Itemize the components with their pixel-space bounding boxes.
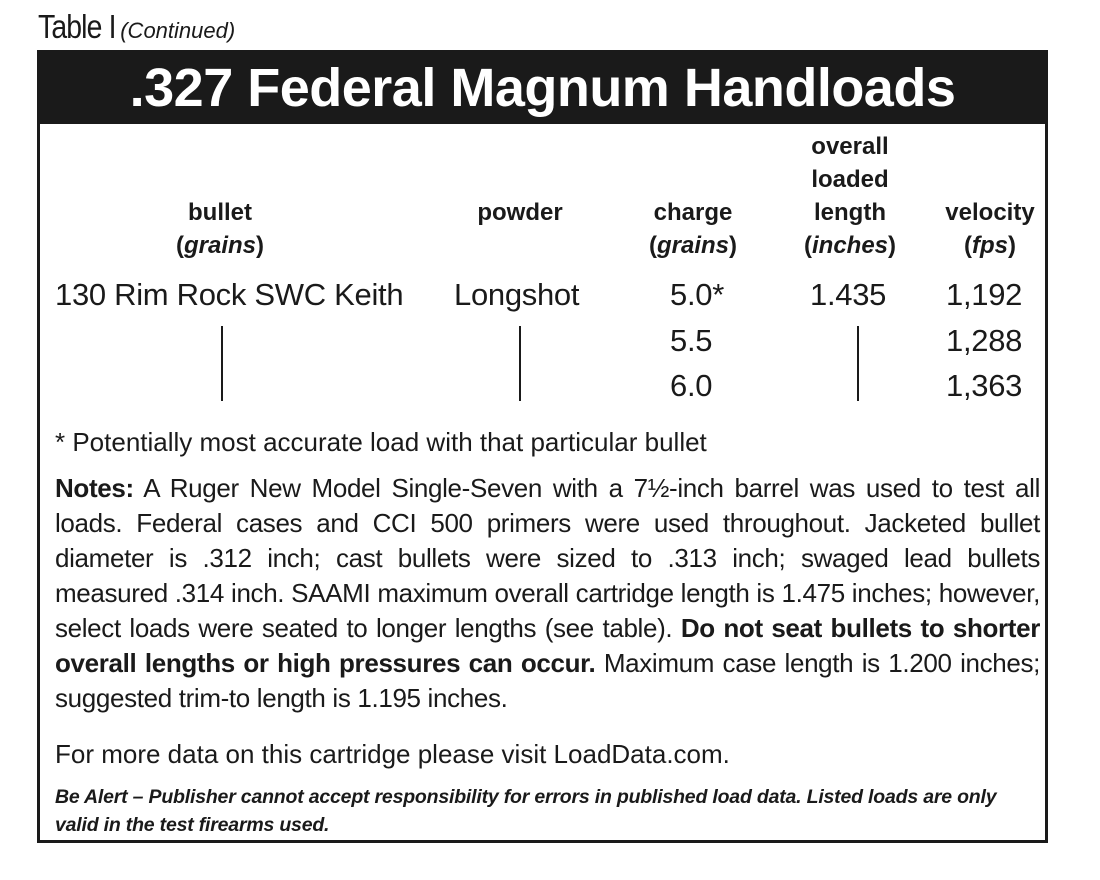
table-caption [38,8,235,48]
header-oal-unit: (inches) [803,232,897,259]
header-overall-loaded-length [785,130,915,262]
header-velocity-label: velocity [945,199,1035,226]
table-number: Table I [38,8,116,45]
header-velocity-unit: (fps) [964,232,1016,259]
header-powder [450,196,590,229]
table-continued-label: (Continued) [120,18,236,43]
notes-label: Notes: [55,473,134,503]
row1-bullet: 130 Rim Rock SWC Keith [55,277,404,312]
header-oal-line1: overall [811,133,889,160]
header-velocity [930,196,1050,262]
notes-warning: Do not seat bullets to shorter overall lengths or high pressures can occur. [55,613,1040,678]
row3-charge: 6.0 [670,368,713,403]
row2-charge: 5.5 [670,323,713,358]
publisher-alert: Be Alert – Publisher cannot accept responsibility for errors in published load data. Listed loads are only valid in the test firearms used. [55,786,997,836]
header-charge-label: charge [653,199,733,226]
header-oal-line3: length [814,199,886,226]
header-bullet [120,196,320,262]
header-charge [628,196,758,262]
header-oal-line2: loaded [811,166,889,193]
header-bullet-label: bullet [188,199,252,226]
table-title: .327 Federal Magnum Handloads [40,53,1045,124]
header-bullet-unit: (grains) [175,232,265,259]
notes-text-2: Maximum case length is 1.200 inches; suggested trim-to length is 1.195 inches. [55,648,1041,713]
row1-oal: 1.435 [810,277,887,312]
powder-ditto-line [519,326,521,401]
bullet-ditto-line [221,326,223,401]
row3-velocity: 1,363 [946,368,1023,403]
row1-powder: Longshot [454,277,580,312]
header-charge-unit: (grains) [648,232,738,259]
accuracy-footnote: * Potentially most accurate load with that particular bullet [55,427,707,457]
load-notes [55,471,1040,716]
more-data-line: For more data on this cartridge please visit LoadData.com. [55,739,730,769]
header-powder-label: powder [477,199,563,226]
row2-velocity: 1,288 [946,323,1023,358]
row1-velocity: 1,192 [946,277,1023,312]
notes-text-1: A Ruger New Model Single-Seven with a 7½-inch barrel was used to test all loads. Federal cases and CCI 500 primers were used throughout. Jacketed bullet diameter is .312 inch; cast bullets were sized to .313 inch; swaged lead bullets measured .314 inch. SAAMI maximum overall cartridge length is 1.475 inches; however, select loads were seated to longer lengths (see table). [55,473,1040,643]
oal-ditto-line [857,326,859,401]
row1-charge: 5.0* [670,277,724,312]
handloads-table-panel [37,50,1048,843]
